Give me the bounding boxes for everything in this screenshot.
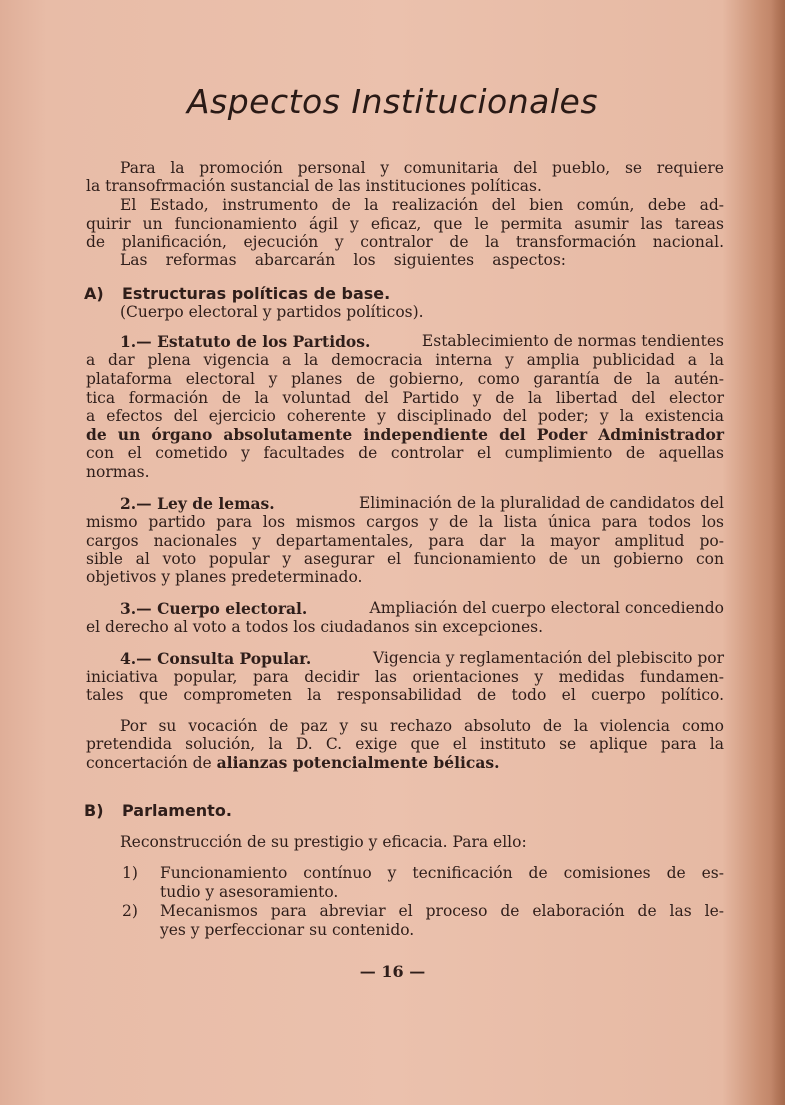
- item-line: iniciativa popular, para decidir las orientaciones y medidas fundamen-: [86, 668, 724, 686]
- item-first-line: [120, 332, 724, 351]
- page-edge-shadow: [771, 0, 785, 1105]
- closing-text: concertación de: [86, 754, 212, 772]
- item-line: el derecho al voto a todos los ciudadanos sin excepciones.: [86, 618, 544, 636]
- item-line: mismo partido para los mismos cargos y de la lista única para todos los: [86, 513, 724, 531]
- list-number: 2): [122, 902, 138, 920]
- item-text: Eliminación de la pluralidad de candidatos del: [358, 494, 724, 512]
- section-a-subheading: (Cuerpo electoral y partidos políticos).: [120, 303, 424, 321]
- closing-line: pretendida solución, la D. C. exige que el instituto se aplique para la: [86, 735, 724, 753]
- section-a-letter: A): [84, 284, 104, 303]
- intro-line: Para la promoción personal y comunitaria del pueblo, se requiere: [120, 159, 724, 177]
- intro-line: de planificación, ejecución y contralor de la transformación nacional.: [86, 233, 724, 251]
- intro-line: la transofrmación sustancial de las instituciones políticas.: [86, 177, 542, 195]
- list-item-line: Mecanismos para abreviar el proceso de elaboración de las le-: [160, 902, 724, 920]
- item-line: tales que comprometen la responsabilidad de todo el cuerpo político.: [86, 686, 724, 704]
- closing-last-line: [86, 753, 500, 773]
- intro-line: quirir un funcionamiento ágil y eficaz, que le permita asumir las tareas: [86, 215, 724, 233]
- item-first-line: [120, 649, 724, 668]
- section-b-letter: B): [84, 801, 104, 820]
- list-item-line: tudio y asesoramiento.: [160, 883, 339, 901]
- item-line: con el cometido y facultades de controlar el cumplimiento de aquellas: [86, 444, 724, 462]
- item-line: tica formación de la voluntad del Partido y de la libertad del elector: [86, 389, 724, 407]
- list-item-line: yes y perfeccionar su contenido.: [160, 921, 415, 939]
- item-line: objetivos y planes predeterminado.: [86, 568, 363, 586]
- section-b-heading: Parlamento.: [122, 801, 232, 820]
- item-text: Ampliación del cuerpo electoral concediendo: [369, 599, 724, 617]
- page-number: — 16 —: [359, 962, 426, 981]
- closing-line: Por su vocación de paz y su rechazo absoluto de la violencia como: [120, 717, 724, 735]
- item-lead: 2.— Ley de lemas.: [120, 494, 275, 513]
- item-text: Vigencia y reglamentación del plebiscito por: [372, 649, 724, 667]
- section-b-intro: Reconstrucción de su prestigio y eficacia. Para ello:: [120, 833, 527, 851]
- page-title: Aspectos Institucionales: [186, 82, 599, 121]
- item-line: sible al voto popular y asegurar el funcionamiento de un gobierno con: [86, 550, 724, 568]
- item-text: Establecimiento de normas tendientes: [421, 332, 724, 350]
- item-line: a efectos del ejercicio coherente y disciplinado del poder; y la existencia: [86, 407, 724, 425]
- closing-bold-text: alianzas potencialmente bélicas.: [216, 753, 500, 772]
- section-a-heading: Estructuras políticas de base.: [122, 284, 391, 303]
- item-line: plataforma electoral y planes de gobierno, como garantía de la autén-: [86, 370, 724, 388]
- item-line: cargos nacionales y departamentales, para dar la mayor amplitud po-: [86, 532, 724, 550]
- item-lead: 1.— Estatuto de los Partidos.: [120, 332, 371, 351]
- item-bold-line: de un órgano absolutamente independiente del Poder Administrador: [86, 425, 724, 444]
- intro-line: Las reformas abarcarán los siguientes aspectos:: [120, 251, 566, 269]
- list-number: 1): [122, 864, 138, 882]
- item-line: a dar plena vigencia a la democracia interna y amplia publicidad a la: [86, 351, 724, 369]
- item-first-line: [120, 494, 724, 513]
- list-item-line: Funcionamiento contínuo y tecnificación de comisiones de es-: [160, 864, 724, 882]
- intro-line: El Estado, instrumento de la realización del bien común, debe ad-: [120, 196, 724, 214]
- item-line: normas.: [86, 463, 150, 481]
- item-lead: 3.— Cuerpo electoral.: [120, 599, 308, 618]
- item-first-line: [120, 599, 724, 618]
- item-lead: 4.— Consulta Popular.: [120, 649, 312, 668]
